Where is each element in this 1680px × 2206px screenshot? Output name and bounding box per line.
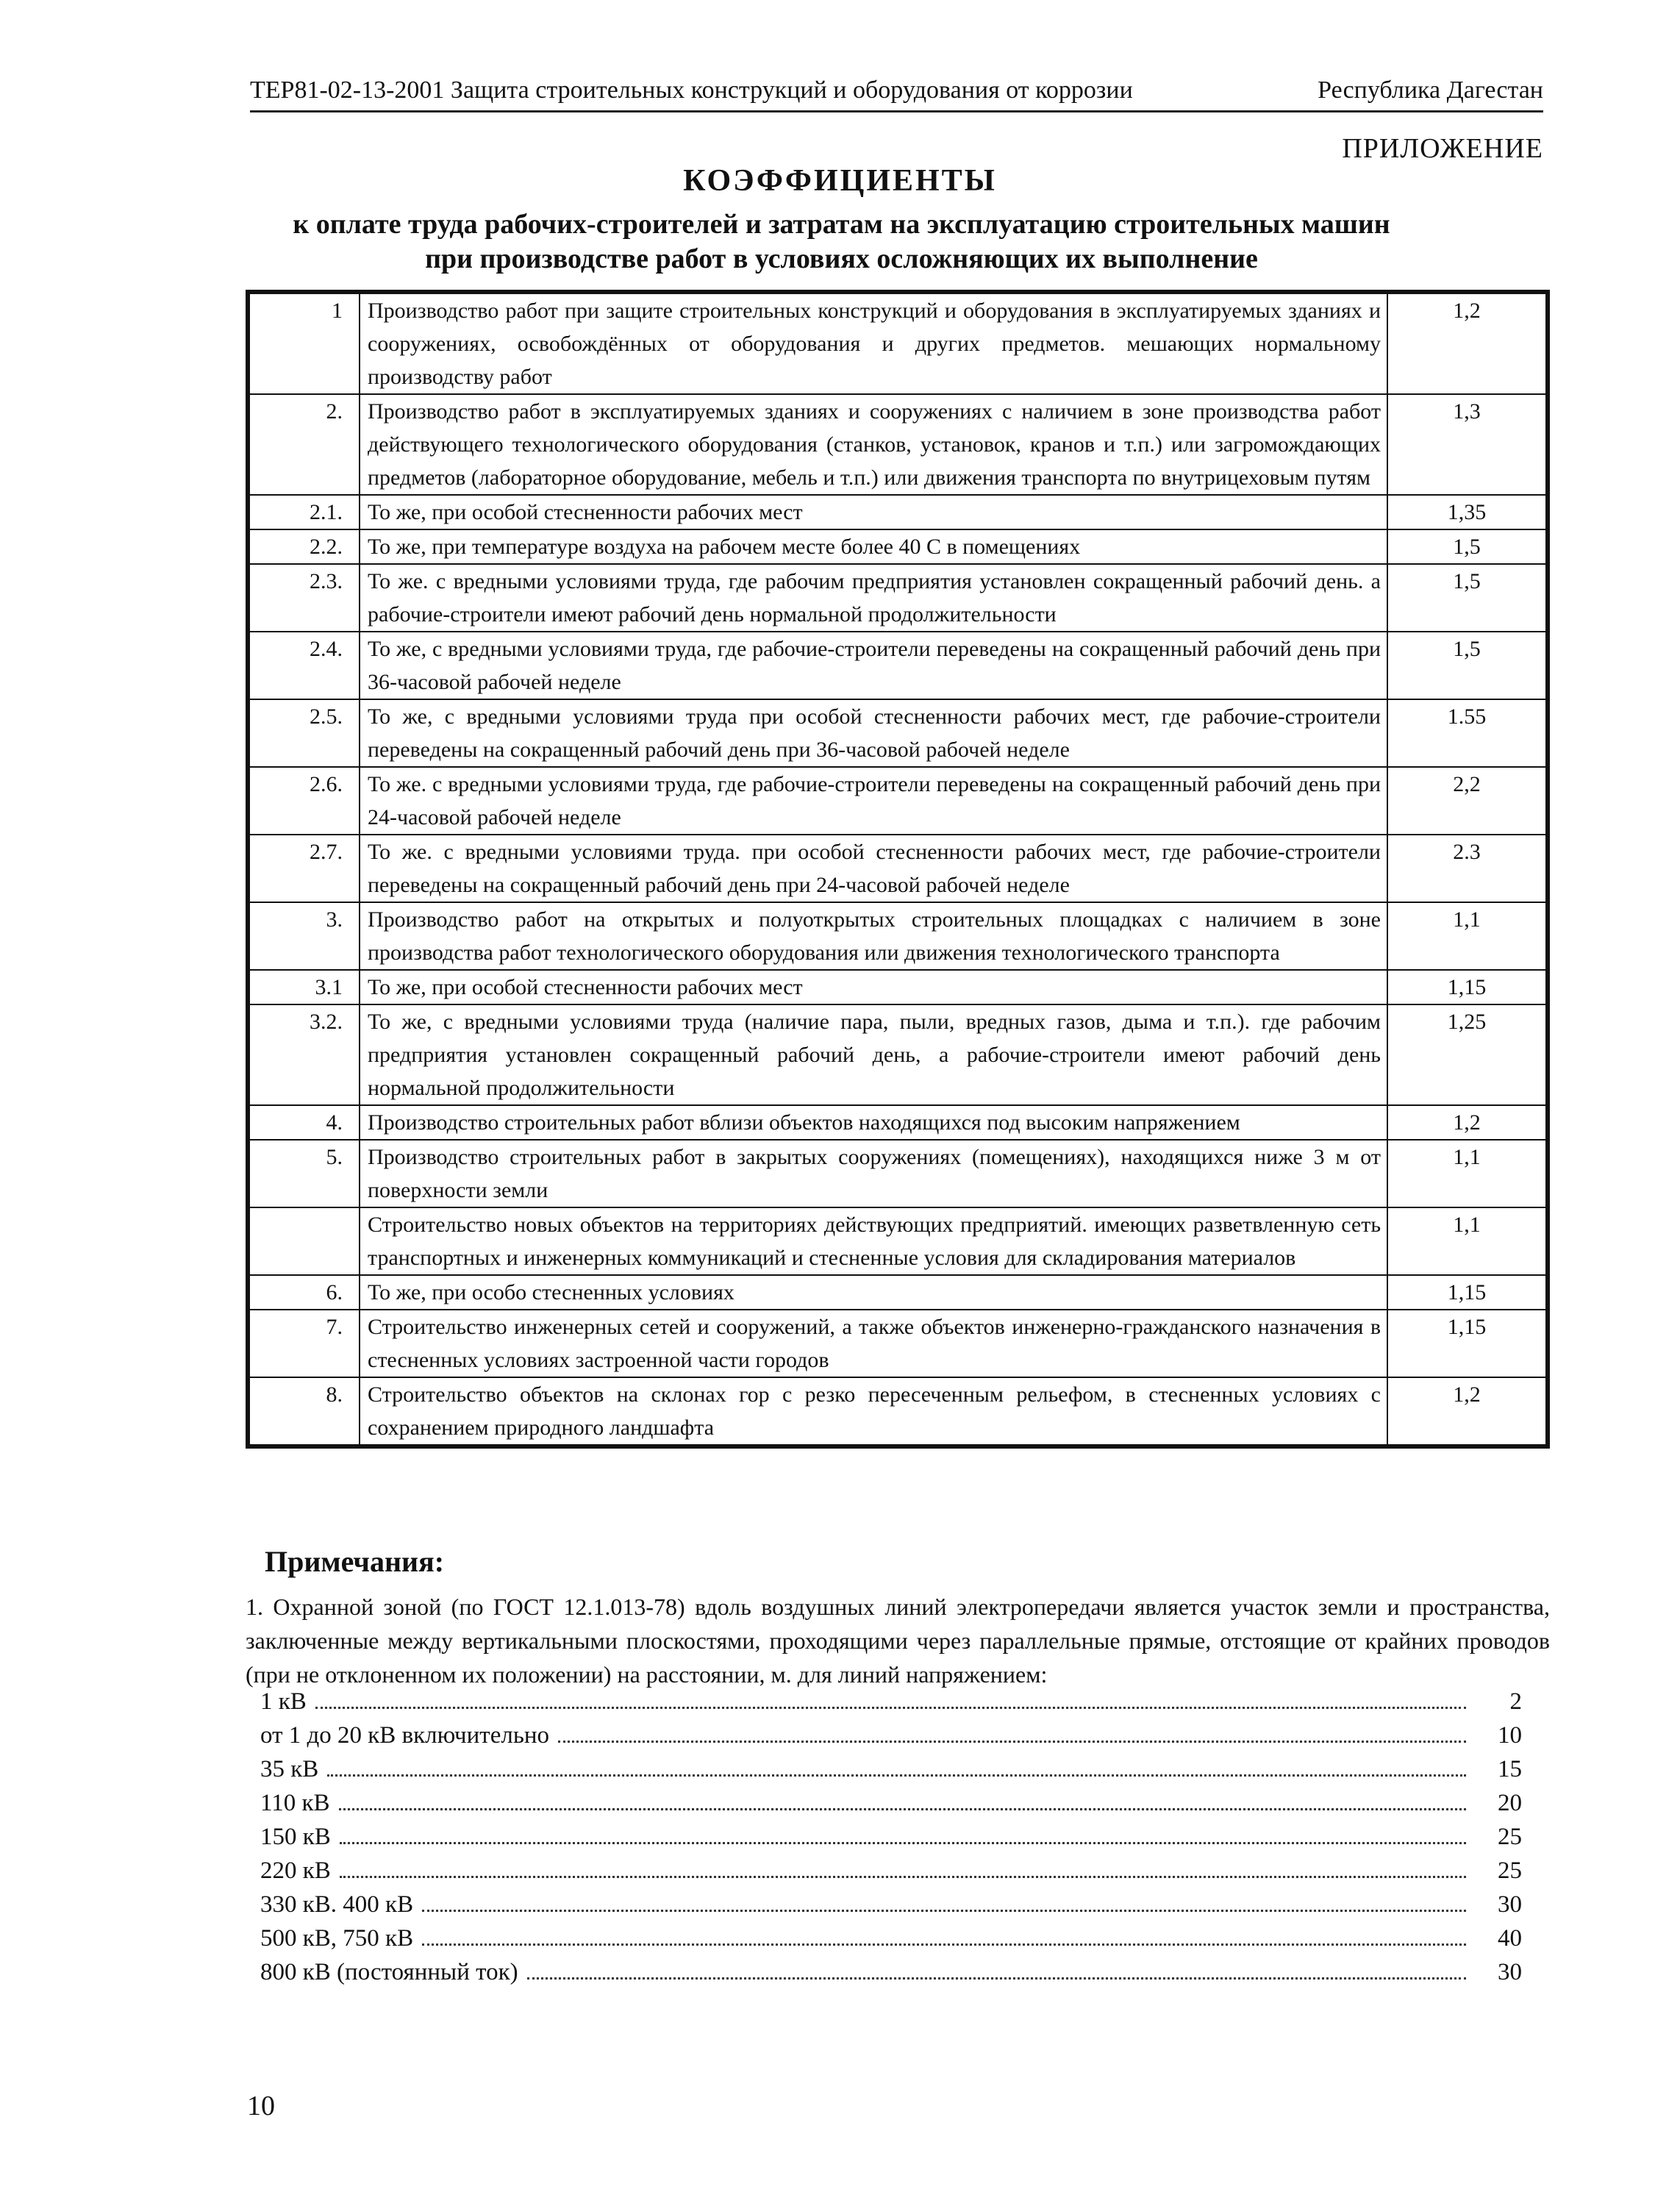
table-row xyxy=(248,1105,1548,1140)
row-number: 2.4. xyxy=(248,632,360,699)
table-row xyxy=(248,699,1548,767)
voltage-label: 1 кВ xyxy=(260,1688,307,1715)
voltage-row xyxy=(260,1891,1522,1925)
row-description: Производство строительных работ вблизи объектов находящихся под высоким напряжением xyxy=(360,1105,1387,1140)
row-number: 2.3. xyxy=(248,564,360,632)
row-coefficient: 1,2 xyxy=(1387,292,1548,394)
voltage-label: 800 кВ (постоянный ток) xyxy=(260,1959,518,1985)
zone-distance: 40 xyxy=(1498,1925,1522,1952)
dot-leader xyxy=(340,1876,1466,1878)
voltage-list xyxy=(260,1688,1522,1993)
row-number: 2.5. xyxy=(248,699,360,767)
voltage-row xyxy=(260,1824,1522,1857)
row-description: Производство работ при защите строительных конструкций и оборудования в эксплуатируемых зданиях и сооружениях, освобождённых от оборудования и других предметов. мешающих нормальному производству работ xyxy=(360,292,1387,394)
zone-distance: 10 xyxy=(1498,1722,1522,1749)
row-coefficient: 1,35 xyxy=(1387,495,1548,529)
zone-distance: 30 xyxy=(1498,1891,1522,1918)
row-number: 4. xyxy=(248,1105,360,1140)
table-row xyxy=(248,970,1548,1004)
dot-leader xyxy=(339,1808,1466,1810)
table-row xyxy=(248,632,1548,699)
voltage-row xyxy=(260,1959,1522,1993)
row-description: То же, при температуре воздуха на рабочем месте более 40 С в помещениях xyxy=(360,529,1387,564)
row-description: Строительство инженерных сетей и сооружений, а также объектов инженерно-гражданского назначения в стесненных условиях застроенной части городов xyxy=(360,1310,1387,1377)
row-description: Строительство новых объектов на территориях действующих предприятий. имеющих разветвленную сеть транспортных и инженерных коммуникаций и стесненные условия для складирования материалов xyxy=(360,1207,1387,1275)
voltage-row xyxy=(260,1722,1522,1756)
row-description: То же. с вредными условиями труда. при особой стесненности рабочих мест, где рабочие-строители переведены на сокращенный рабочий день при 24-часовой рабочей неделе xyxy=(360,835,1387,902)
note-1: 1. Охранной зоной (по ГОСТ 12.1.013-78) вдоль воздушных линий электропередачи является участок земли и пространства, заключенные между вертикальными плоскостями, проходящими через параллельные прямые, отстоящие от крайних проводов (при не отклоненном их положении) на расстоянии, м. для линий напряжением: xyxy=(246,1593,1550,1688)
table-row xyxy=(248,292,1548,394)
table-row xyxy=(248,1140,1548,1207)
row-coefficient: 1.55 xyxy=(1387,699,1548,767)
row-number: 2. xyxy=(248,394,360,495)
zone-distance: 20 xyxy=(1498,1790,1522,1816)
row-description: То же. с вредными условиями труда, где рабочим предприятия установлен сокращенный рабочий день. а рабочие-строители имеют рабочий день нормальной продолжительности xyxy=(360,564,1387,632)
page-title: КОЭФФИЦИЕНТЫ xyxy=(683,164,997,198)
page-number: 10 xyxy=(247,2091,275,2121)
row-coefficient: 1,15 xyxy=(1387,970,1548,1004)
voltage-label: 500 кВ, 750 кВ xyxy=(260,1925,414,1952)
zone-distance: 15 xyxy=(1498,1756,1522,1782)
voltage-row xyxy=(260,1790,1522,1824)
table-row xyxy=(248,1377,1548,1446)
row-coefficient: 1,2 xyxy=(1387,1377,1548,1446)
notes-title: Примечания: xyxy=(265,1545,445,1578)
table-row xyxy=(248,835,1548,902)
zone-distance: 25 xyxy=(1498,1857,1522,1884)
row-coefficient: 1,1 xyxy=(1387,1207,1548,1275)
row-number: 2.6. xyxy=(248,767,360,835)
row-number: 2.1. xyxy=(248,495,360,529)
table-row xyxy=(248,902,1548,970)
table-row xyxy=(248,394,1548,495)
row-coefficient: 1,25 xyxy=(1387,1004,1548,1105)
row-description: Производство работ в эксплуатируемых зданиях и сооружениях с наличием в зоне производства работ действующего технологического оборудования (станков, установок, кранов и т.п.) или загромождающих предметов (лабораторное оборудование, мебель и т.п.) или движения транспорта по внутрицеховым путям xyxy=(360,394,1387,495)
voltage-label: 35 кВ xyxy=(260,1756,319,1782)
row-coefficient: 1,15 xyxy=(1387,1310,1548,1377)
row-coefficient: 1,15 xyxy=(1387,1275,1548,1310)
coefficients-table xyxy=(246,290,1550,1449)
voltage-row xyxy=(260,1756,1522,1790)
row-number: 2.7. xyxy=(248,835,360,902)
row-description: То же, при особо стесненных условиях xyxy=(360,1275,1387,1310)
zone-distance: 30 xyxy=(1498,1959,1522,1985)
row-description: То же. с вредными условиями труда, где рабочие-строители переведены на сокращенный рабочий день при 24-часовой рабочей неделе xyxy=(360,767,1387,835)
voltage-label: 150 кВ xyxy=(260,1824,331,1850)
document-code-title: ТЕР81-02-13-2001 Защита строительных конструкций и оборудования от коррозии xyxy=(250,76,1133,104)
row-number: 3. xyxy=(248,902,360,970)
row-coefficient: 1,5 xyxy=(1387,564,1548,632)
row-number: 5. xyxy=(248,1140,360,1207)
appendix-label: ПРИЛОЖЕНИЕ xyxy=(1342,133,1543,164)
row-coefficient: 1,1 xyxy=(1387,1140,1548,1207)
page-subtitle xyxy=(0,207,1680,276)
row-number: 6. xyxy=(248,1275,360,1310)
row-description: То же, с вредными условиями труда (наличие пара, пыли, вредных газов, дыма и т.п.). где рабочим предприятия установлен сокращенный рабочий день, а рабочие-строители имеют рабочий день нормальной продолжительности xyxy=(360,1004,1387,1105)
dot-leader xyxy=(422,1910,1466,1912)
table-row xyxy=(248,529,1548,564)
row-description: То же, при особой стесненности рабочих мест xyxy=(360,495,1387,529)
dot-leader xyxy=(422,1943,1466,1946)
voltage-row xyxy=(260,1857,1522,1891)
zone-distance: 2 xyxy=(1509,1688,1522,1715)
subtitle-line: к оплате труда рабочих-строителей и затратам на эксплуатацию строительных машин xyxy=(293,209,1390,240)
row-description: То же, с вредными условиями труда, где рабочие-строители переведены на сокращенный рабочий день при 36-часовой рабочей неделе xyxy=(360,632,1387,699)
subtitle-line: при производстве работ в условиях осложняющих их выполнение xyxy=(425,243,1258,274)
row-coefficient: 1,5 xyxy=(1387,529,1548,564)
voltage-row xyxy=(260,1925,1522,1959)
voltage-label: 330 кВ. 400 кВ xyxy=(260,1891,414,1918)
dot-leader xyxy=(327,1774,1466,1777)
row-number: 8. xyxy=(248,1377,360,1446)
row-coefficient: 1,1 xyxy=(1387,902,1548,970)
row-number: 2.2. xyxy=(248,529,360,564)
table-row xyxy=(248,1275,1548,1310)
voltage-label: 220 кВ xyxy=(260,1857,331,1884)
region-name: Республика Дагестан xyxy=(1318,76,1543,104)
row-coefficient: 2,2 xyxy=(1387,767,1548,835)
row-coefficient: 1,2 xyxy=(1387,1105,1548,1140)
row-description: То же, при особой стесненности рабочих мест xyxy=(360,970,1387,1004)
dot-leader xyxy=(340,1842,1466,1844)
row-description: Производство строительных работ в закрытых сооружениях (помещениях), находящихся ниже 3 м от поверхности земли xyxy=(360,1140,1387,1207)
dot-leader xyxy=(315,1707,1466,1709)
zone-distance: 25 xyxy=(1498,1824,1522,1850)
voltage-label: от 1 до 20 кВ включительно xyxy=(260,1722,550,1749)
table-row xyxy=(248,495,1548,529)
dot-leader xyxy=(558,1741,1466,1743)
row-number: 7. xyxy=(248,1310,360,1377)
table-row xyxy=(248,564,1548,632)
row-number: 3.2. xyxy=(248,1004,360,1105)
row-description: То же, с вредными условиями труда при особой стесненности рабочих мест, где рабочие-строители переведены на сокращенный рабочий день при 36-часовой рабочей неделе xyxy=(360,699,1387,767)
table-row xyxy=(248,1004,1548,1105)
row-coefficient: 1,5 xyxy=(1387,632,1548,699)
row-coefficient: 1,3 xyxy=(1387,394,1548,495)
table-row xyxy=(248,767,1548,835)
dot-leader xyxy=(527,1977,1466,1980)
table-row xyxy=(248,1310,1548,1377)
page-header xyxy=(250,76,1543,113)
row-number: 1 xyxy=(248,292,360,394)
table-row xyxy=(248,1207,1548,1275)
voltage-label: 110 кВ xyxy=(260,1790,330,1816)
row-coefficient: 2.3 xyxy=(1387,835,1548,902)
row-number xyxy=(248,1207,360,1275)
voltage-row xyxy=(260,1688,1522,1722)
row-description: Производство работ на открытых и полуоткрытых строительных площадках с наличием в зоне производства работ технологического оборудования или движения технологического транспорта xyxy=(360,902,1387,970)
row-description: Строительство объектов на склонах гор с резко пересеченным рельефом, в стесненных условиях с сохранением природного ландшафта xyxy=(360,1377,1387,1446)
row-number: 3.1 xyxy=(248,970,360,1004)
